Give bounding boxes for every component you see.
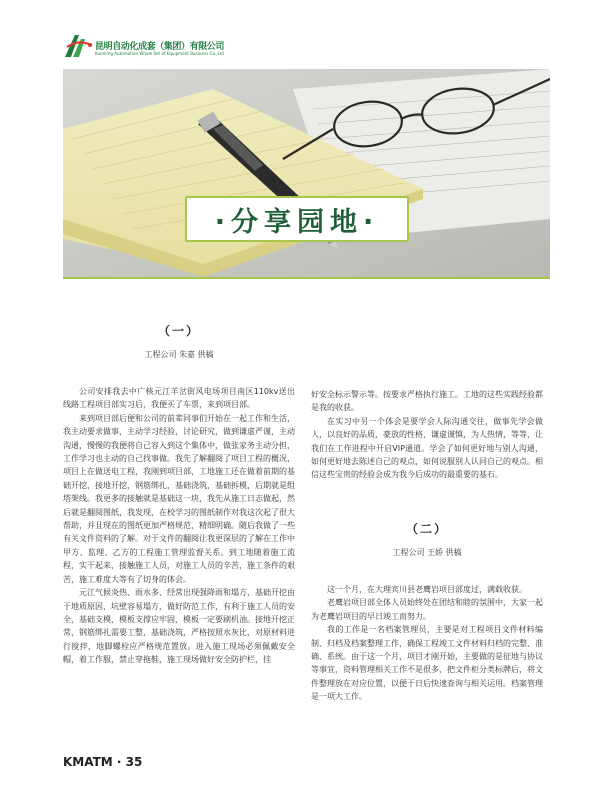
article-1-paragraph: 公司安排我去中广核元江羊岔街风电场项目南区110kv送出线路工程项目部实习后，我便买了车票，来到项目部。 xyxy=(63,387,295,410)
article-1-continuation-column xyxy=(311,388,543,482)
article-2-number: （二） xyxy=(405,522,448,536)
article-2-paragraph: 这一个月，在大理宾川县老鹰岩项目部度过，满载收获。 xyxy=(327,585,527,594)
article-2-paragraph: 我的工作是一名档案管理员，主要是对工程项目文件材料编制、归档及档案整理工作，确保工程竣工文件材料归档的完整、准确、系统。由于这一个月，项目才刚开始，主要做的是征地与协议等事宜，资料管理相关工作不是很多，把文件柜分类标牌后，将文件整理放在对应位置，以便于日后快速查询与相关运用。档案管理是一项大工作。 xyxy=(311,625,543,702)
article-1-byline: 工程公司 朱嘉 供稿 xyxy=(144,350,214,359)
section-banner xyxy=(185,196,409,242)
header-photo xyxy=(63,69,550,277)
notebook-glasses-pen-image xyxy=(63,69,550,277)
article-1-paragraph: 元江气候炎热、雨水多、经常出现强降雨和塌方，基础开挖由于地质原因，坑壁容易塌方，做好防范工作，有利于施工人员的安全，基础支模，模板支撑应牢固，模板一定要刷机油。接地开挖正常，钢筋绑扎需要工整，基础浇筑，严格按照水灰比，对原材料进行搅拌，地脚螺栓应严格规范置放。进入施工现场必须佩戴安全帽，着工作服，禁止穿拖鞋，施工现场做好安全防护栏，挂 xyxy=(63,588,295,665)
article-1-paragraph: 来到项目部后便和公司的前辈同事们开始在一起工作和生活，我主动要求做事，主动学习经验，讨论研究，做到谦虚严谨，主动沟通，慢慢的我便将自己容入到这个集体中，做张家务主动分担，工作学习也主动的自己找事做。我先了解翻阅了项目工程的概况，项目上在做送电工程，我刚到项目部，工地施工还在做着前期的基础开挖，接地开挖，钢筋绑扎，基础浇筑，基础拆模，后期就是组塔架线。我更多的接触就是基础这一块，我先从施工日志做起，然后就是翻阅图纸，我发现，在校学习的图纸制作对我这次起了很大帮助，并且现在的图纸更加严格规范，精细明确。随后我做了一些有关文件资料的了解。对于文件的翻阅让我更深层的了解在工作中甲方、监理、乙方的工程施工管理监督关系。到工地随着施工流程，实干起来，接触施工人员，对施工人员的辛苦，施工条件的艰苦，施工难度大等有了切身的体会。 xyxy=(63,413,295,584)
article-1-continuation: 好安全标示警示等。按要求严格执行施工。工地的这些实践经验都是我的收获。 xyxy=(311,390,543,413)
page-number: KMATM · 35 xyxy=(63,755,143,769)
article-1-number: （一） xyxy=(157,324,200,338)
photo-divider xyxy=(63,277,550,279)
company-name-cn: 昆明自动化成套（集团）有限公司 xyxy=(95,42,225,52)
article-1-paragraph-last: 在实习中另一个体会是要学会人际沟通交往，做事先学会做人，以良好的品质，豪放的性格，谦虚谨慎，为人热情，等等，让我们在工作进程中开启VIP通道。学会了如何更好地与别人沟通，如何更好地去陈述自己的观点，如何说服别人认同自己的观点。相信这些宝贵的经验会成为我今后成功的最重要的基石。 xyxy=(311,416,543,480)
banner-title: ·分享园地· xyxy=(214,206,380,238)
company-name-en: Kunming Automation Whole Set of Equipment Business Co.,Ltd xyxy=(95,51,225,56)
article-2-byline: 工程公司 王娇 供稿 xyxy=(392,548,462,557)
article-2-column xyxy=(311,520,543,704)
company-header xyxy=(63,33,263,63)
article-2-paragraph: 老鹰岩项目部全体人员始终处在团结和睦的氛围中，大家一起为老鹰岩项目的早日竣工而努力。 xyxy=(311,598,543,621)
company-logo-icon xyxy=(63,33,93,59)
article-1-column xyxy=(63,322,295,667)
